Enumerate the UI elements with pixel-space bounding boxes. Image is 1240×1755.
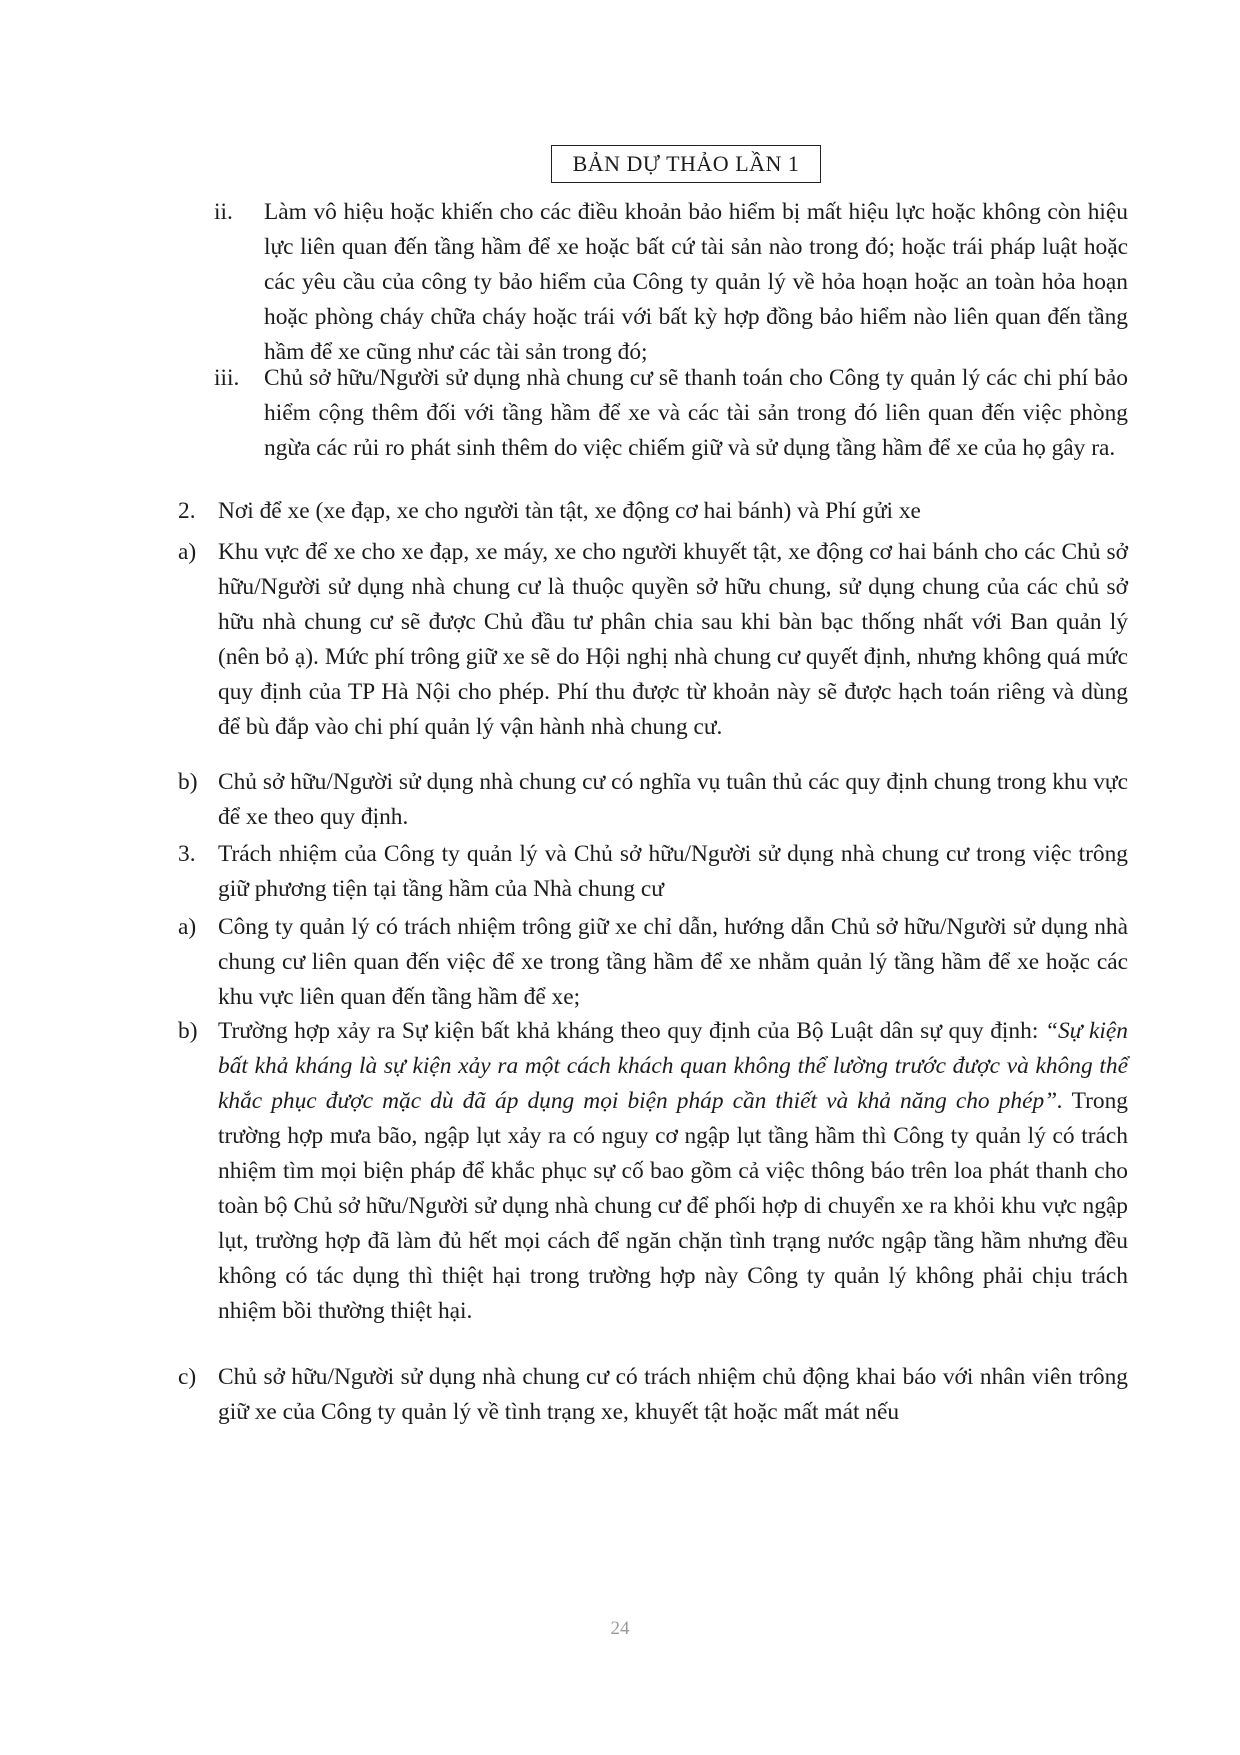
list-marker: c) xyxy=(178,1364,197,1390)
draft-label: BẢN DỰ THẢO LẦN 1 xyxy=(551,145,821,183)
list-item-ii xyxy=(214,195,1128,370)
list-marker: b) xyxy=(178,769,198,795)
list-item-text: Chủ sở hữu/Người sử dụng nhà chung cư sẽ thanh toán cho Công ty quản lý các chi phí bảo hiểm cộng thêm đối với tầng hầm để xe và các tài sản trong đó liên quan đến việc phòng ngừa các rủi ro phát sinh thêm do việc chiếm giữ và sử dụng tầng hầm để xe của họ gây ra. xyxy=(264,365,1128,461)
list-marker: 3. xyxy=(178,841,196,867)
list-item-2b xyxy=(178,765,1128,835)
list-marker: b) xyxy=(178,1018,198,1044)
text-before-quote: Trường hợp xảy ra Sự kiện bất khả kháng theo quy định của Bộ Luật dân sự quy định: xyxy=(218,1018,1045,1044)
list-item-3c xyxy=(178,1360,1128,1430)
list-item-2a xyxy=(178,535,1128,745)
list-item-text: Công ty quản lý có trách nhiệm trông giữ xe chỉ dẫn, hướng dẫn Chủ sở hữu/Người sử dụng nhà chung cư liên quan đến việc để xe trong tầng hầm để xe nhằm quản lý tầng hầm để xe hoặc các khu vực liên quan đến tầng hầm để xe; xyxy=(218,914,1128,1010)
list-item-iii xyxy=(214,361,1128,466)
text-after-quote: Trong trường hợp mưa bão, ngập lụt xảy ra có nguy cơ ngập lụt tầng hầm thì Công ty quản lý có trách nhiệm tìm mọi biện pháp để khắc phục sự cố bao gồm cả việc thông báo trên loa phát thanh cho toàn bộ Chủ sở hữu/Người sử dụng nhà chung cư để phối hợp di chuyển xe ra khỏi khu vực ngập lụt, trường hợp đã làm đủ hết mọi cách để ngăn chặn tình trạng nước ngập tầng hầm nhưng đều không có tác dụng thì thiệt hại trong trường hợp này Công ty quản lý không phải chịu trách nhiệm bồi thường thiệt hại. xyxy=(218,1088,1128,1324)
list-marker: a) xyxy=(178,914,197,940)
list-item-3a xyxy=(178,910,1128,1015)
section-heading-text: Trách nhiệm của Công ty quản lý và Chủ sở hữu/Người sử dụng nhà chung cư trong việc trông giữ phương tiện tại tầng hầm của Nhà chung cư xyxy=(218,841,1128,902)
force-majeure-quote: “Sự kiện bất khả kháng là sự kiện xảy ra một cách khách quan không thể lường trước được và không thể khắc phục được mặc dù đã áp dụng mọi biện pháp cần thiết và khả năng cho phép”. xyxy=(218,1018,1128,1114)
list-item-3b xyxy=(178,1014,1128,1329)
list-item-text: Khu vực để xe cho xe đạp, xe máy, xe cho người khuyết tật, xe động cơ hai bánh cho các Chủ sở hữu/Người sử dụng nhà chung cư là thuộc quyền sở hữu chung, sử dụng chung của các chủ sở hữu nhà chung cư sẽ được Chủ đầu tư phân chia sau khi bàn bạc thống nhất với Ban quản lý (nên bỏ ạ). Mức phí trông giữ xe sẽ do Hội nghị nhà chung cư quyết định, nhưng không quá mức quy định của TP Hà Nội cho phép. Phí thu được từ khoản này sẽ được hạch toán riêng và dùng để bù đắp vào chi phí quản lý vận hành nhà chung cư. xyxy=(218,539,1128,740)
list-item-text xyxy=(218,1014,1128,1329)
section-heading-text: Nơi để xe (xe đạp, xe cho người tàn tật, xe động cơ hai bánh) và Phí gửi xe xyxy=(218,498,921,524)
section-3-heading xyxy=(178,837,1128,907)
page-number: 24 xyxy=(610,1618,630,1639)
list-marker: iii. xyxy=(214,365,240,391)
section-2-heading xyxy=(178,494,1128,529)
list-item-text: Chủ sở hữu/Người sử dụng nhà chung cư có trách nhiệm chủ động khai báo với nhân viên trông giữ xe của Công ty quản lý về tình trạng xe, khuyết tật hoặc mất mát nếu xyxy=(218,1364,1128,1425)
list-marker: ii. xyxy=(214,199,233,225)
list-marker: 2. xyxy=(178,498,196,524)
list-item-text: Chủ sở hữu/Người sử dụng nhà chung cư có nghĩa vụ tuân thủ các quy định chung trong khu vực để xe theo quy định. xyxy=(218,769,1128,830)
list-item-text: Làm vô hiệu hoặc khiến cho các điều khoản bảo hiểm bị mất hiệu lực hoặc không còn hiệu lực liên quan đến tầng hầm để xe hoặc bất cứ tài sản nào trong đó; hoặc trái pháp luật hoặc các yêu cầu của công ty bảo hiểm của Công ty quản lý về hỏa hoạn hoặc an toàn hỏa hoạn hoặc phòng cháy chữa cháy hoặc trái với bất kỳ hợp đồng bảo hiểm nào liên quan đến tầng hầm để xe cũng như các tài sản trong đó; xyxy=(264,199,1128,365)
list-marker: a) xyxy=(178,539,197,565)
